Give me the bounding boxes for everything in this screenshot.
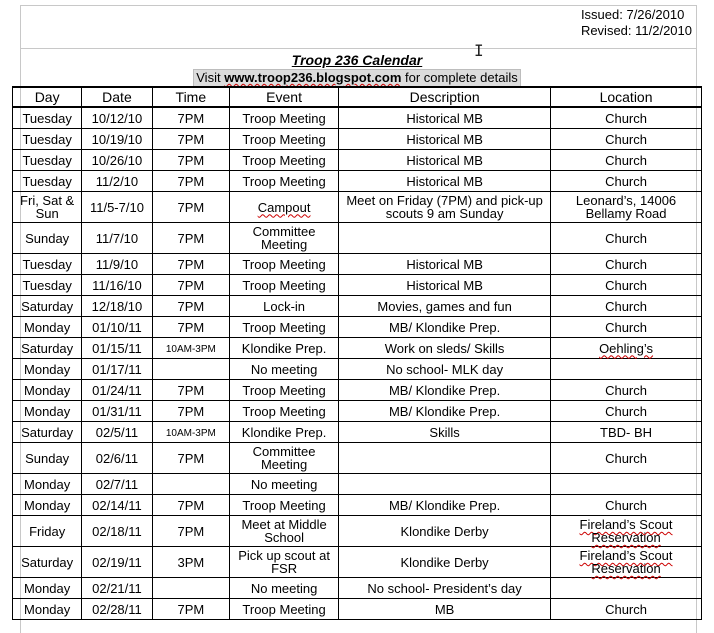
event-text: Troop Meeting (242, 601, 326, 617)
cell-time (152, 129, 229, 150)
day-text: Monday (24, 382, 71, 398)
table-row (13, 474, 702, 495)
description-text: Klondike Derby (400, 523, 489, 539)
description-text: No school- MLK day (386, 361, 504, 377)
day-text: Saturday (21, 340, 74, 356)
description-text: MB/ Klondike Prep. (388, 403, 501, 419)
time-text: 7PM (177, 230, 205, 246)
description-text: Skills (429, 424, 460, 440)
calendar-table (12, 86, 702, 620)
event-text: No meeting (250, 476, 318, 492)
table-row (13, 317, 702, 338)
cell-date (82, 547, 152, 578)
event-text: No meeting (250, 580, 318, 596)
day-text: Fri, Sat & Sun (20, 193, 75, 221)
cell-event (230, 223, 339, 254)
event-text: No meeting (250, 361, 318, 377)
cell-day (13, 129, 82, 150)
table-row (13, 296, 702, 317)
cell-date (82, 171, 152, 192)
cell-description (339, 129, 551, 150)
event-text: Troop Meeting (242, 403, 326, 419)
cell-event (230, 192, 339, 223)
cell-description (339, 380, 551, 401)
cell-day (13, 192, 82, 223)
cell-time (152, 599, 229, 620)
time-text: 7PM (177, 277, 205, 293)
cell-event (230, 380, 339, 401)
event-text: Troop Meeting (242, 497, 326, 513)
document-dates (581, 7, 692, 39)
event-text: Troop Meeting (242, 131, 326, 147)
cell-location (551, 171, 702, 192)
day-text: Saturday (21, 298, 74, 314)
cell-description (339, 443, 551, 474)
location-text: Church (605, 319, 647, 335)
subtitle (193, 69, 520, 87)
cell-event (230, 443, 339, 474)
cell-time (152, 107, 229, 129)
cell-event (230, 516, 339, 547)
time-text: 7PM (177, 382, 205, 398)
cell-day (13, 547, 82, 578)
table-row (13, 338, 702, 359)
date-text: 01/10/11 (92, 319, 142, 335)
cell-description (339, 107, 551, 129)
cell-location (551, 254, 702, 275)
cell-time (152, 380, 229, 401)
cell-date (82, 578, 152, 599)
table-row (13, 578, 702, 599)
column-header-time: Time (152, 87, 229, 107)
event-text: Troop Meeting (242, 152, 326, 168)
cell-event (230, 495, 339, 516)
description-text: Historical MB (406, 256, 483, 272)
cell-day (13, 107, 82, 129)
day-text: Saturday (21, 424, 74, 440)
time-text: 7PM (177, 173, 205, 189)
date-text: 02/21/11 (92, 580, 142, 596)
cell-event (230, 129, 339, 150)
time-text: 7PM (177, 601, 205, 617)
time-text: 7PM (177, 450, 205, 466)
description-text: Historical MB (406, 173, 483, 189)
location-text: Oehling’s (599, 340, 654, 356)
date-text: 02/7/11 (95, 476, 139, 492)
cell-day (13, 401, 82, 422)
cell-day (13, 599, 82, 620)
location-text: TBD- BH (600, 424, 653, 440)
cell-event (230, 150, 339, 171)
column-header-description: Description (339, 87, 551, 107)
cell-date (82, 380, 152, 401)
location-text: Church (605, 173, 647, 189)
date-text: 11/5-7/10 (89, 199, 144, 215)
cell-location (551, 223, 702, 254)
table-row (13, 359, 702, 380)
cell-description (339, 495, 551, 516)
cell-day (13, 380, 82, 401)
cell-day (13, 296, 82, 317)
day-text: Monday (24, 403, 71, 419)
date-text: 10/26/10 (91, 152, 143, 168)
cell-date (82, 254, 152, 275)
day-text: Saturday (21, 554, 74, 570)
cell-date (82, 443, 152, 474)
time-text: 7PM (177, 403, 205, 419)
location-text: Church (605, 131, 647, 147)
cell-location (551, 578, 702, 599)
cell-day (13, 275, 82, 296)
day-text: Monday (24, 601, 71, 617)
day-text: Sunday (25, 450, 70, 466)
date-text: 02/28/11 (92, 601, 142, 617)
column-header-day: Day (13, 87, 82, 107)
cell-event (230, 338, 339, 359)
description-text: MB/ Klondike Prep. (388, 382, 501, 398)
location-text: Church (605, 298, 647, 314)
cell-day (13, 223, 82, 254)
event-text: Troop Meeting (242, 382, 326, 398)
description-text: Work on sleds/ Skills (384, 340, 505, 356)
table-row (13, 443, 702, 474)
cell-description (339, 275, 551, 296)
cell-time (152, 296, 229, 317)
cell-location (551, 380, 702, 401)
cell-event (230, 254, 339, 275)
day-text: Tuesday (22, 152, 72, 168)
table-row (13, 547, 702, 578)
cell-event (230, 359, 339, 380)
cell-location (551, 401, 702, 422)
time-text: 7PM (177, 523, 205, 539)
cell-event (230, 599, 339, 620)
location-text: Church (605, 497, 647, 513)
day-text: Monday (24, 476, 71, 492)
time-text: 7PM (177, 319, 205, 335)
date-text: 11/9/10 (95, 256, 139, 272)
cell-location (551, 296, 702, 317)
cell-date (82, 359, 152, 380)
cell-location (551, 359, 702, 380)
cell-time (152, 495, 229, 516)
date-text: 02/18/11 (92, 523, 142, 539)
description-text: MB/ Klondike Prep. (388, 497, 501, 513)
cell-location (551, 129, 702, 150)
event-text: Committee Meeting (252, 444, 316, 472)
cell-event (230, 107, 339, 129)
cell-event (230, 474, 339, 495)
date-text: 11/16/10 (92, 277, 142, 293)
cell-event (230, 578, 339, 599)
cell-time (152, 254, 229, 275)
table-row (13, 380, 702, 401)
cell-time (152, 275, 229, 296)
table-row (13, 171, 702, 192)
cell-date (82, 296, 152, 317)
date-text: 10/19/10 (91, 131, 143, 147)
cell-description (339, 150, 551, 171)
cell-description (339, 474, 551, 495)
cell-day (13, 338, 82, 359)
description-text: Movies, games and fun (377, 298, 512, 314)
event-text: Pick up scout at FSR (238, 548, 330, 576)
date-text: 02/14/11 (92, 497, 142, 513)
day-text: Tuesday (22, 110, 72, 126)
event-text: Troop Meeting (242, 173, 326, 189)
cell-day (13, 359, 82, 380)
cell-location (551, 443, 702, 474)
column-header-date: Date (82, 87, 152, 107)
date-text: 01/24/11 (92, 382, 142, 398)
text-cursor-icon: I (474, 41, 484, 60)
location-text: Church (605, 110, 647, 126)
event-text: Klondike Prep. (241, 424, 327, 440)
cell-day (13, 516, 82, 547)
cell-event (230, 401, 339, 422)
location-text: Church (605, 230, 647, 246)
cell-date (82, 192, 152, 223)
table-row (13, 223, 702, 254)
date-text: 11/7/10 (95, 230, 139, 246)
date-text: 01/17/11 (92, 361, 142, 377)
time-text: 7PM (177, 256, 205, 272)
cell-date (82, 223, 152, 254)
cell-date (82, 599, 152, 620)
cell-day (13, 150, 82, 171)
cell-date (82, 150, 152, 171)
day-text: Monday (24, 319, 71, 335)
cell-description (339, 317, 551, 338)
description-text: MB/ Klondike Prep. (388, 319, 501, 335)
cell-date (82, 129, 152, 150)
date-text: 01/31/11 (92, 403, 142, 419)
cell-day (13, 495, 82, 516)
cell-location (551, 599, 702, 620)
date-text: 02/6/11 (95, 450, 139, 466)
time-text: 7PM (177, 131, 205, 147)
cell-day (13, 171, 82, 192)
cell-time (152, 223, 229, 254)
table-row (13, 192, 702, 223)
cell-description (339, 223, 551, 254)
day-text: Tuesday (22, 277, 72, 293)
date-text: 12/18/10 (91, 298, 143, 314)
cell-description (339, 296, 551, 317)
page-margin-guide (20, 5, 696, 6)
event-text: Meet at Middle School (241, 517, 327, 545)
cell-description (339, 422, 551, 443)
location-text: Church (605, 382, 647, 398)
event-text: Klondike Prep. (241, 340, 327, 356)
event-text: Troop Meeting (242, 277, 326, 293)
cell-date (82, 422, 152, 443)
table-row (13, 150, 702, 171)
cell-date (82, 317, 152, 338)
column-header-event: Event (230, 87, 339, 107)
cell-time (152, 338, 229, 359)
cell-time (152, 171, 229, 192)
day-text: Sunday (25, 230, 70, 246)
location-text: Fireland’s Scout Reservation (579, 548, 673, 576)
description-text: Historical MB (406, 131, 483, 147)
cell-description (339, 516, 551, 547)
date-text: 11/2/10 (95, 173, 139, 189)
cell-date (82, 401, 152, 422)
table-row (13, 422, 702, 443)
cell-location (551, 495, 702, 516)
table-row (13, 107, 702, 129)
cell-description (339, 171, 551, 192)
date-text: 01/15/11 (92, 340, 142, 356)
cell-event (230, 296, 339, 317)
cell-description (339, 254, 551, 275)
location-text: Church (605, 256, 647, 272)
cell-time (152, 401, 229, 422)
cell-day (13, 443, 82, 474)
cell-day (13, 254, 82, 275)
cell-event (230, 547, 339, 578)
cell-date (82, 474, 152, 495)
event-text: Troop Meeting (242, 256, 326, 272)
cell-location (551, 547, 702, 578)
cell-date (82, 495, 152, 516)
location-text: Church (605, 277, 647, 293)
cell-location (551, 275, 702, 296)
date-text: 10/12/10 (91, 110, 143, 126)
cell-day (13, 422, 82, 443)
time-text: 7PM (177, 110, 205, 126)
day-text: Monday (24, 580, 71, 596)
cell-location (551, 516, 702, 547)
cell-description (339, 547, 551, 578)
date-text: 02/5/11 (95, 424, 139, 440)
cell-date (82, 107, 152, 129)
day-text: Monday (24, 497, 71, 513)
description-text: Historical MB (406, 110, 483, 126)
cell-description (339, 578, 551, 599)
description-text: Klondike Derby (400, 554, 489, 570)
cell-day (13, 474, 82, 495)
cell-day (13, 317, 82, 338)
description-text: Meet on Friday (7PM) and pick-up scouts 9 am Sunday (346, 193, 543, 221)
event-text: Lock-in (263, 298, 306, 314)
location-text: Fireland’s Scout Reservation (579, 517, 673, 545)
time-text: 10AM-3PM (165, 343, 216, 355)
description-text: MB (434, 601, 455, 617)
header-margin-guide (20, 48, 696, 49)
table-row (13, 254, 702, 275)
event-text: Committee Meeting (252, 224, 316, 252)
cell-time (152, 547, 229, 578)
cell-location (551, 150, 702, 171)
cell-time (152, 443, 229, 474)
description-text: No school- President’s day (367, 580, 522, 596)
description-text: Historical MB (406, 277, 483, 293)
cell-location (551, 338, 702, 359)
event-text: Campout (257, 199, 311, 215)
cell-event (230, 422, 339, 443)
location-text: Leonard’s, 14006 Bellamy Road (575, 193, 677, 221)
cell-date (82, 338, 152, 359)
cell-description (339, 338, 551, 359)
cell-event (230, 171, 339, 192)
day-text: Tuesday (22, 256, 72, 272)
table-row (13, 516, 702, 547)
event-text: Troop Meeting (242, 110, 326, 126)
table-row (13, 401, 702, 422)
cell-time (152, 359, 229, 380)
cell-date (82, 516, 152, 547)
table-row (13, 275, 702, 296)
blog-link[interactable]: www.troop236.blogspot.com (224, 70, 402, 85)
cell-date (82, 275, 152, 296)
cell-time (152, 422, 229, 443)
cell-time (152, 192, 229, 223)
cell-description (339, 599, 551, 620)
table-row (13, 599, 702, 620)
cell-description (339, 401, 551, 422)
issued-date: Issued: 7/26/2010 (580, 7, 685, 22)
time-text: 7PM (177, 497, 205, 513)
subtitle-suffix: for complete details (401, 70, 518, 85)
table-header-row (13, 87, 702, 107)
subtitle-prefix: Visit (196, 70, 225, 85)
location-text: Church (605, 601, 647, 617)
cell-description (339, 359, 551, 380)
time-text: 10AM-3PM (165, 427, 216, 439)
column-header-location: Location (551, 87, 702, 107)
time-text: 7PM (177, 152, 205, 168)
cell-day (13, 578, 82, 599)
cell-time (152, 474, 229, 495)
cell-event (230, 275, 339, 296)
cell-location (551, 422, 702, 443)
page-title: Troop 236 Calendar (291, 52, 423, 68)
cell-time (152, 578, 229, 599)
cell-time (152, 150, 229, 171)
cell-location (551, 474, 702, 495)
day-text: Monday (24, 361, 71, 377)
cell-location (551, 192, 702, 223)
cell-location (551, 107, 702, 129)
date-text: 02/19/11 (92, 554, 142, 570)
time-text: 7PM (177, 199, 205, 215)
time-text: 7PM (177, 298, 205, 314)
cell-event (230, 317, 339, 338)
time-text: 3PM (177, 554, 205, 570)
table-row (13, 495, 702, 516)
cell-time (152, 317, 229, 338)
table-row (13, 129, 702, 150)
day-text: Friday (29, 523, 66, 539)
revised-date: Revised: 11/2/2010 (580, 23, 692, 38)
day-text: Tuesday (22, 173, 72, 189)
cell-time (152, 516, 229, 547)
location-text: Church (605, 152, 647, 168)
description-text: Historical MB (406, 152, 483, 168)
cell-location (551, 317, 702, 338)
day-text: Tuesday (22, 131, 72, 147)
location-text: Church (605, 403, 647, 419)
event-text: Troop Meeting (242, 319, 326, 335)
cell-description (339, 192, 551, 223)
location-text: Church (605, 450, 647, 466)
